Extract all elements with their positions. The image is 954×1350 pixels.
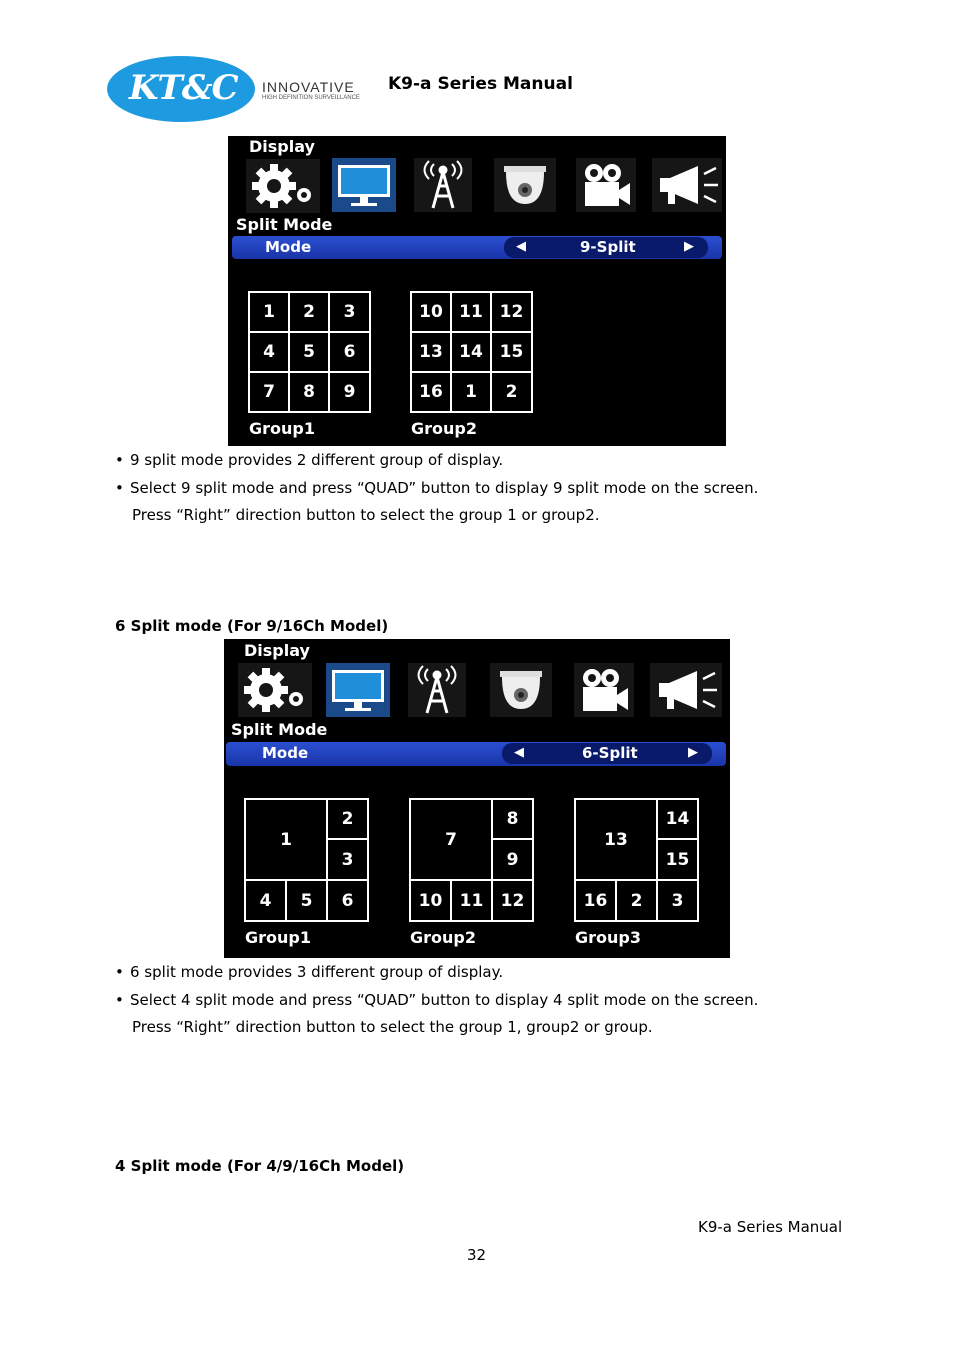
mode-selector[interactable]	[504, 237, 708, 258]
mode-label: Mode	[262, 744, 309, 762]
grid-cell: 9	[491, 838, 534, 881]
mode-row[interactable]	[226, 742, 726, 766]
group1-label: Group1	[249, 419, 315, 438]
mode-value: 9-Split	[580, 238, 636, 256]
screenshot-6-split	[224, 639, 730, 958]
gear-icon	[238, 663, 312, 717]
monitor-icon	[326, 663, 390, 717]
group2-label: Group2	[411, 419, 477, 438]
split-mode-label: Split Mode	[231, 720, 328, 739]
bullets-6-split	[115, 959, 758, 1042]
dome-camera-icon	[494, 158, 556, 212]
grid-cell: 10	[409, 879, 452, 922]
grid-cell: 16	[410, 371, 452, 413]
bullet-item: • Select 4 split mode and press “QUAD” button to display 4 split mode on the screen.	[115, 987, 758, 1015]
grid-cell: 7	[248, 371, 290, 413]
grid-cell: 3	[656, 879, 699, 922]
arrow-left-icon[interactable]: ◀	[514, 745, 524, 760]
logo-tagline: INNOVATIVE	[262, 79, 355, 95]
grid-cell: 1	[450, 371, 492, 413]
network-tower-icon	[408, 663, 466, 717]
bullet-item: • 6 split mode provides 3 different group of display.	[115, 959, 758, 987]
grid-cell: 5	[285, 879, 328, 922]
group2-label: Group2	[410, 928, 476, 947]
bullets-9-split	[115, 447, 758, 530]
grid-cell: 1	[248, 291, 290, 333]
grid-cell: 11	[450, 879, 493, 922]
gear-icon	[246, 159, 320, 213]
mode-selector[interactable]	[502, 743, 712, 764]
grid-cell: 2	[615, 879, 658, 922]
grid-cell: 2	[490, 371, 533, 413]
footer-title: K9-a Series Manual	[698, 1218, 843, 1236]
grid-cell: 3	[328, 291, 371, 333]
arrow-right-icon[interactable]: ▶	[688, 745, 698, 760]
dome-camera-icon	[490, 663, 552, 717]
section-heading-4-split: 4 Split mode (For 4/9/16Ch Model)	[115, 1157, 405, 1175]
grid-cell: 10	[410, 291, 452, 333]
grid-cell: 5	[288, 331, 330, 373]
arrow-left-icon[interactable]: ◀	[516, 239, 526, 254]
grid-cell: 2	[288, 291, 330, 333]
section-heading-6-split: 6 Split mode (For 9/16Ch Model)	[115, 617, 389, 635]
display-title: Display	[244, 641, 310, 660]
grid-cell: 14	[450, 331, 492, 373]
page-number: 32	[467, 1246, 487, 1264]
megaphone-icon	[650, 663, 722, 717]
grid-cell: 6	[328, 331, 371, 373]
grid-cell: 12	[490, 291, 533, 333]
grid-cell: 4	[244, 879, 287, 922]
group3-label: Group3	[575, 928, 641, 947]
arrow-right-icon[interactable]: ▶	[684, 239, 694, 254]
megaphone-icon	[652, 158, 722, 212]
monitor-icon	[332, 158, 396, 212]
grid-cell: 4	[248, 331, 290, 373]
logo-text: KT&C	[129, 68, 238, 108]
grid-cell: 13	[410, 331, 452, 373]
grid-cell: 15	[490, 331, 533, 373]
grid-cell: 6	[326, 879, 369, 922]
grid-cell: 8	[491, 798, 534, 840]
group1-label: Group1	[245, 928, 311, 947]
grid-cell: 14	[656, 798, 699, 840]
grid-cell: 2	[326, 798, 369, 840]
grid-cell: 11	[450, 291, 492, 333]
ktc-logo	[107, 56, 367, 124]
video-camera-icon	[574, 663, 634, 717]
mode-label: Mode	[265, 238, 312, 256]
bullet-item: • Select 9 split mode and press “QUAD” button to display 9 split mode on the screen.	[115, 475, 758, 503]
split-mode-label: Split Mode	[236, 215, 333, 234]
grid-cell: 7	[409, 798, 493, 881]
video-camera-icon	[576, 158, 636, 212]
grid-cell: 1	[244, 798, 328, 881]
header-title: K9-a Series Manual	[388, 74, 573, 94]
grid-cell: 12	[491, 879, 534, 922]
display-title: Display	[249, 137, 315, 156]
grid-cell: 15	[656, 838, 699, 881]
network-tower-icon	[414, 158, 472, 212]
grid-cell: 9	[328, 371, 371, 413]
grid-cell: 13	[574, 798, 658, 881]
bullet-continuation: Press “Right” direction button to select the group 1, group2 or group.	[132, 1018, 653, 1036]
mode-row[interactable]	[232, 236, 722, 259]
bullet-item: • 9 split mode provides 2 different group of display.	[115, 447, 758, 475]
grid-cell: 3	[326, 838, 369, 881]
grid-cell: 16	[574, 879, 617, 922]
mode-value: 6-Split	[582, 744, 638, 762]
screenshot-9-split	[228, 136, 726, 446]
bullet-continuation: Press “Right” direction button to select the group 1 or group2.	[132, 506, 600, 524]
grid-cell: 8	[288, 371, 330, 413]
logo-subline: HIGH DEFINITION SURVEILLANCE	[262, 95, 360, 101]
